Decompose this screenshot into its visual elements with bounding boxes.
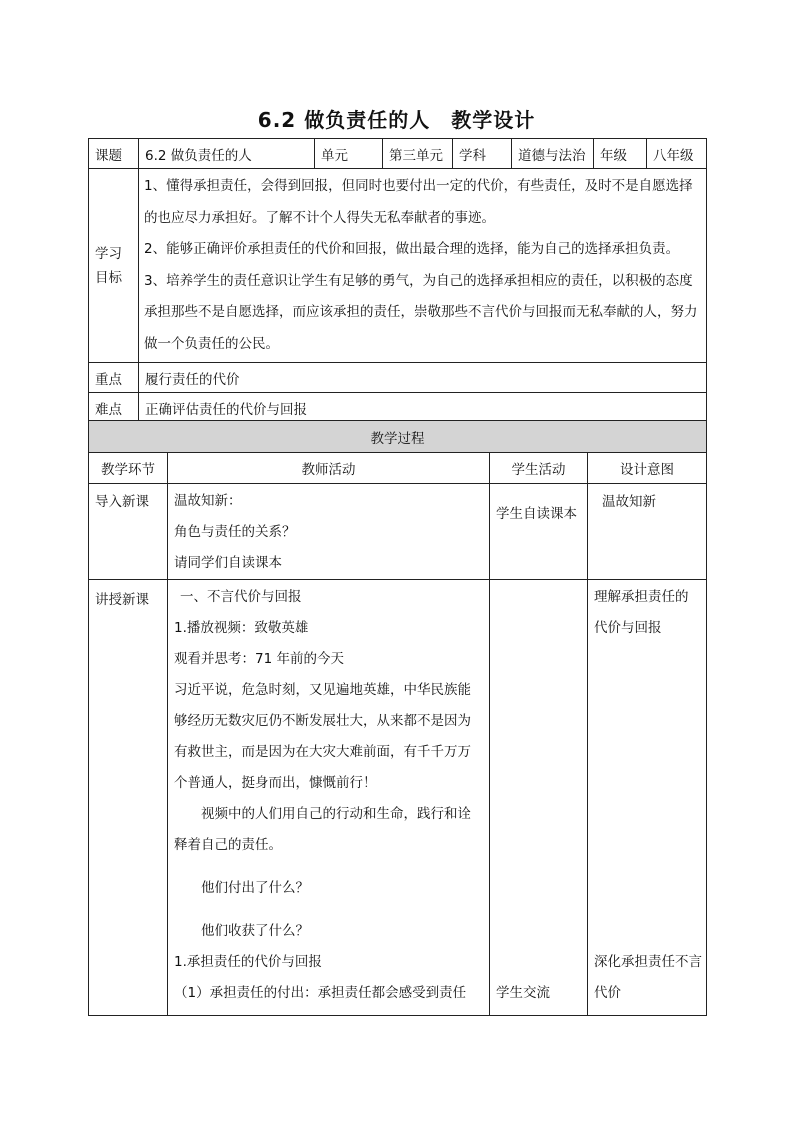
new-teacher-line: 1.承担责任的代价与回报	[174, 954, 322, 970]
teaching-process-table	[88, 420, 707, 1016]
intro-teacher-line: 请同学们自读课本	[174, 555, 282, 571]
key-label: 重点	[89, 363, 139, 393]
topic-value: 6.2 做负责任的人	[139, 139, 315, 169]
info-row-difficulty	[89, 393, 707, 423]
process-header-row	[89, 421, 707, 453]
column-header-teacher: 教师活动	[168, 453, 490, 484]
subject-value: 道德与法治	[512, 139, 594, 169]
process-header: 教学过程	[89, 421, 707, 453]
topic-label: 课题	[89, 139, 139, 169]
grade-label: 年级	[594, 139, 647, 169]
intro-teacher-line: 角色与责任的关系？	[174, 524, 296, 540]
new-teacher-line: 习近平说，危急时刻，又见遍地英雄，中华民族能够经历无数灾厄仍不断发展壮大，从来都不是因为有救世主，而是因为在大灾大难前面，有千千万万个普通人，挺身而出，慷慨前行！	[174, 682, 471, 791]
column-header-intent: 设计意图	[588, 453, 707, 484]
grade-value: 八年级	[647, 139, 707, 169]
course-info-table	[88, 138, 707, 423]
new-intent-2: 深化承担责任不言代价	[594, 954, 702, 1001]
document-title: 6.2 做负责任的人 教学设计	[257, 108, 536, 132]
new-intent-1: 理解承担责任的代价与回报	[594, 589, 689, 636]
unit-value: 第三单元	[383, 139, 453, 169]
goal-item: 1、懂得承担责任，会得到回报，但同时也要付出一定的代价，有些责任，及时不是自愿选择的也应尽力承担好。了解不计个人得失无私奉献者的事迹。	[144, 178, 693, 226]
goal-item: 3、培养学生的责任意识让学生有足够的勇气，为自己的选择承担相应的责任，以积极的态度承担那些不是自愿选择，而应该承担的责任，崇敬那些不言代价与回报而无私奉献的人，努力做一个负责任的公民。	[144, 272, 698, 352]
column-header-stage: 教学环节	[89, 453, 168, 484]
info-row-topic	[89, 139, 707, 169]
goals-label-line-2: 目标	[95, 269, 122, 286]
new-student-activity	[490, 580, 588, 1016]
intro-teacher-activity	[168, 484, 490, 580]
key-value: 履行责任的代价	[139, 363, 707, 393]
new-teacher-line: 他们收获了什么？	[201, 923, 309, 939]
column-header-row	[89, 453, 707, 484]
goals-label-line-1: 学习	[95, 245, 122, 262]
new-teacher-activity	[168, 580, 490, 1016]
info-row-key	[89, 363, 707, 393]
unit-label: 单元	[315, 139, 383, 169]
new-teacher-line: 一、不言代价与回报	[180, 589, 302, 605]
difficulty-value: 正确评估责任的代价与回报	[139, 393, 707, 423]
difficulty-label: 难点	[89, 393, 139, 423]
column-header-student: 学生活动	[490, 453, 588, 484]
new-teacher-line: 观看并思考：71 年前的今天	[174, 651, 344, 667]
subject-label: 学科	[453, 139, 512, 169]
goal-item: 2、能够正确评价承担责任的代价和回报，做出最合理的选择，能为自己的选择承担负责。	[144, 241, 680, 257]
new-teacher-line: 1.播放视频：致敬英雄	[174, 620, 309, 636]
info-row-goals	[89, 169, 707, 363]
new-design-intent	[588, 580, 707, 1016]
intro-row	[89, 484, 707, 580]
new-stage: 讲授新课	[89, 580, 168, 1016]
new-student-text: 学生交流	[496, 985, 550, 1001]
goals-label	[89, 169, 139, 363]
new-teacher-line: 他们付出了什么？	[201, 880, 309, 896]
new-teacher-line: （1）承担责任的付出：承担责任都会感受到责任	[174, 985, 467, 1001]
intro-teacher-line: 温故知新：	[174, 493, 242, 509]
goals-content	[139, 169, 707, 363]
new-lesson-row	[89, 580, 707, 1016]
new-teacher-line: 视频中的人们用自己的行动和生命，践行和诠释着自己的责任。	[174, 806, 471, 853]
intro-student-activity: 学生自读课本	[490, 484, 588, 580]
intro-stage: 导入新课	[89, 484, 168, 580]
intro-design-intent: 温故知新	[588, 484, 707, 580]
